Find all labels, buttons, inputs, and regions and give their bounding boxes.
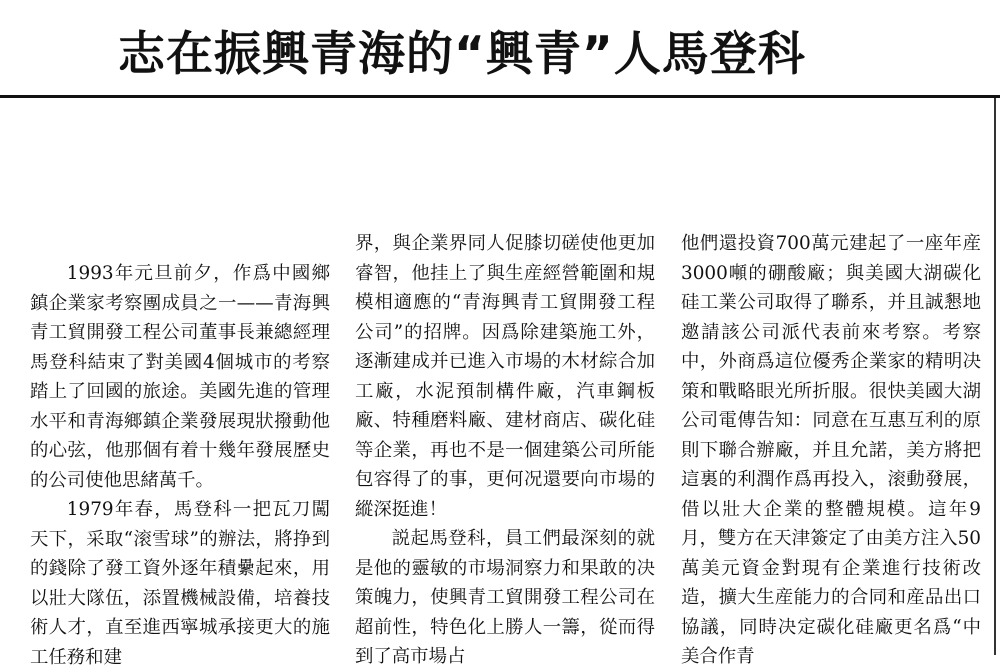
paragraph-3: 界，與企業界同人促膝切磋使他更加睿智，他挂上了與生産經營範圍和規模相適應的“青海興青工貿開發工程公司”的招牌。因爲除建築施工外，逐漸建成并已進入市場的木材綜合加工廠，水泥預制構件廠，汽車鋼板廠、特種磨料廠、建材商店、碳化硅等企業，再也不是一個建築公司所能包容得了的事，更何况還要向市場的縱深挺進！ [355,233,655,520]
paragraph-2: 1979年春，馬登科一把瓦刀闖天下，采取“滚雪球”的辦法，將挣到的錢除了發工資外逐年積纍起來，用以壯大隊伍，添置機械設備，培養技術人才，直至進西寧城承接更大的施工任務和建 [30,499,330,668]
text-column-3 [681,229,981,667]
title-rule [0,95,1000,98]
text-column-2 [355,229,655,667]
page-edge-line [994,98,996,655]
paragraph-1: 1993年元旦前夕，作爲中國鄉鎮企業家考察團成員之一——青海興青工貿開發工程公司董事長兼總經理馬登科結束了對美國4個城市的考察踏上了回國的旅途。美國先進的管理水平和青海鄉鎮企業發展現狀撥動他的心弦，他那個有着十幾年發展歷史的公司使他思緒萬千。 [30,263,330,491]
article-title: 志在振興青海的“興青”人馬登科 [118,27,806,82]
paragraph-5: 他們還投資700萬元建起了一座年産3000噸的硼酸廠；與美國大湖碳化硅工業公司取得了聯系，并且誠懇地邀請該公司派代表前來考察。考察中，外商爲這位優秀企業家的精明决策和戰略眼光所折服。很快美國大湖公司電傳告知：同意在互惠互利的原則下聯合辦廠，并且允諾，美方將把這裏的利潤作爲再投入，滚動發展，借以壯大企業的整體規模。這年9月，雙方在天津簽定了由美方注入50萬美元資金對現有企業進行技術改造，擴大生産能力的合同和産品出口協議，同時决定碳化硅廠更名爲“中美合作青 [681,233,981,667]
text-column-1 [30,259,330,668]
paragraph-4: 説起馬登科，員工們最深刻的就是他的靈敏的市場洞察力和果敢的决策魄力，使興青工貿開發工程公司在超前性，特色化上勝人一籌，從而得到了高市場占 [355,528,655,667]
